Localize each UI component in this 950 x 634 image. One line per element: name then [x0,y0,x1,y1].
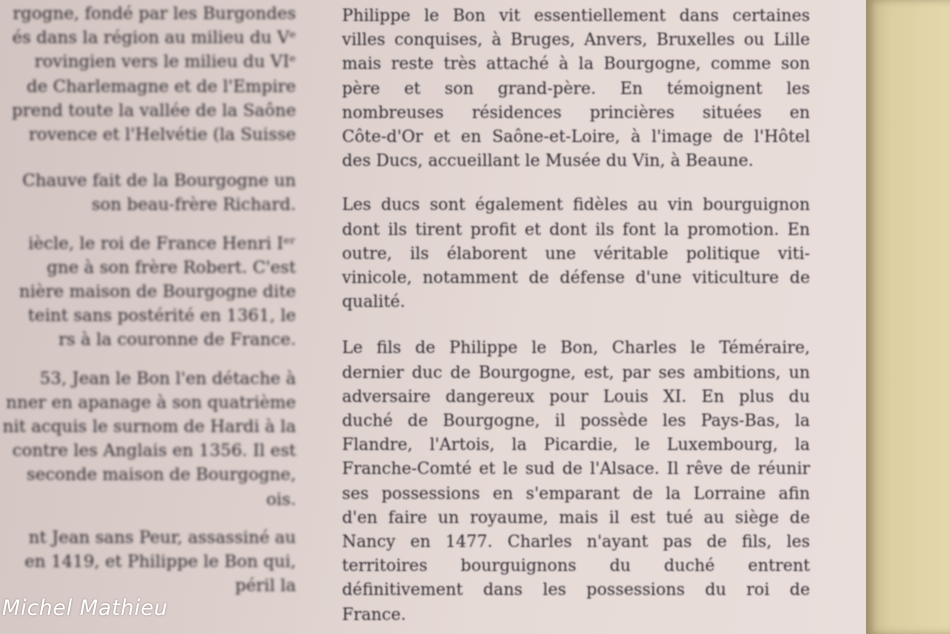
text-line: territoires bourguignons du duché entrent [342,556,810,576]
text-line: Nancy en 1477. Charles n'ayant pas de fils, les [342,532,810,552]
text-line: ois. [266,489,296,510]
text-line: père et son grand-père. En témoignent les [342,78,810,98]
text-line: nière maison de Bourgogne dite [19,282,296,303]
text-line: de Charlemagne et de l'Empire [26,76,296,97]
text-line: Les ducs sont également fidèles au vin bourguignon [342,195,810,215]
text-line: seconde maison de Bourgogne, [26,465,296,486]
text-line: Côte-d'Or et en Saône-et-Loire, à l'image de l'Hôtel [342,127,810,147]
left-paragraph-3 [0,232,296,353]
text-line: gne à son frère Robert. C'est [46,257,296,278]
text-line: en 1419, et Philippe le Bon qui, [24,552,296,573]
text-line: teint sans postérité en 1361, le [27,306,296,327]
text-line: nombreuses résidences princières situées en [342,102,810,122]
text-line: son beau-frère Richard. [91,195,296,216]
text-line: dont ils tirent profit et dont ils font la promotion. En [342,219,810,239]
text-line: iècle, le roi de France Henri Iᵉʳ [28,233,296,254]
left-paragraph-5 [0,526,296,599]
text-line: vinicole, notamment de défense d'une viticulture de [342,268,810,288]
left-text-column [0,2,296,598]
left-paragraph-2 [0,169,296,217]
text-line: Le fils de Philippe le Bon, Charles le Téméraire, [342,338,810,358]
text-line: rovingien vers le milieu du VIᵉ [34,52,296,73]
text-line: nt Jean sans Peur, assassiné au [28,527,296,548]
text-line: rs à la couronne de France. [58,330,296,351]
text-line: Philippe le Bon vit essentiellement dans certaines [342,6,810,25]
text-line: définitivement dans les possessions du roi de [342,580,810,600]
text-line: rovence et l'Helvétie (la Suisse [28,125,296,146]
text-line: des Ducs, accueillant le Musée du Vin, à Beaune. [342,151,754,171]
photographer-watermark: Michel Mathieu [2,596,168,620]
text-line: qualité. [342,292,406,312]
left-paragraph-1 [0,2,296,147]
text-line: Franche-Comté et le sud de l'Alsace. Il rêve de réunir [342,459,810,479]
right-text-column [342,4,810,627]
text-line: prend toute la vallée de la Saône [11,100,296,121]
text-line: ses possessions en s'emparant de la Lorraine afin [342,483,810,503]
text-line: rgogne, fondé par les Burgondes [12,4,296,24]
text-line: villes conquises, à Bruges, Anvers, Bruxelles ou Lille [342,30,810,50]
text-line: mais reste très attaché à la Bourgogne, comme son [342,54,810,74]
text-line: péril la [235,576,296,597]
text-line: Chauve fait de la Bourgogne un [22,171,296,192]
text-line: contre les Anglais en 1356. Il est [12,441,296,462]
text-line: France. [342,604,407,624]
text-line: adversaire dangereux pour Louis XI. En plus du [342,386,810,406]
text-line: nner en apanage à son quatrième [6,392,296,413]
text-line: 53, Jean le Bon l'en détache à [39,368,296,389]
right-paragraph-2 [342,193,810,314]
wall-background [866,0,950,634]
text-line: nit acquis le surnom de Hardi à la [2,417,296,438]
right-paragraph-3 [342,336,810,626]
left-paragraph-4 [0,367,296,512]
text-line: dernier duc de Bourgogne, est, par ses ambitions, un [342,362,810,382]
text-line: duché de Bourgogne, il possède les Pays-Bas, la [342,411,810,431]
text-line: d'en faire un royaume, mais il est tué au siège de [342,507,810,527]
text-line: Flandre, l'Artois, la Picardie, le Luxembourg, la [342,435,810,455]
text-line: és dans la région au milieu du Vᵉ [12,28,296,49]
right-paragraph-1 [342,4,810,173]
text-line: outre, ils élaborent une véritable politique viti- [342,243,810,263]
